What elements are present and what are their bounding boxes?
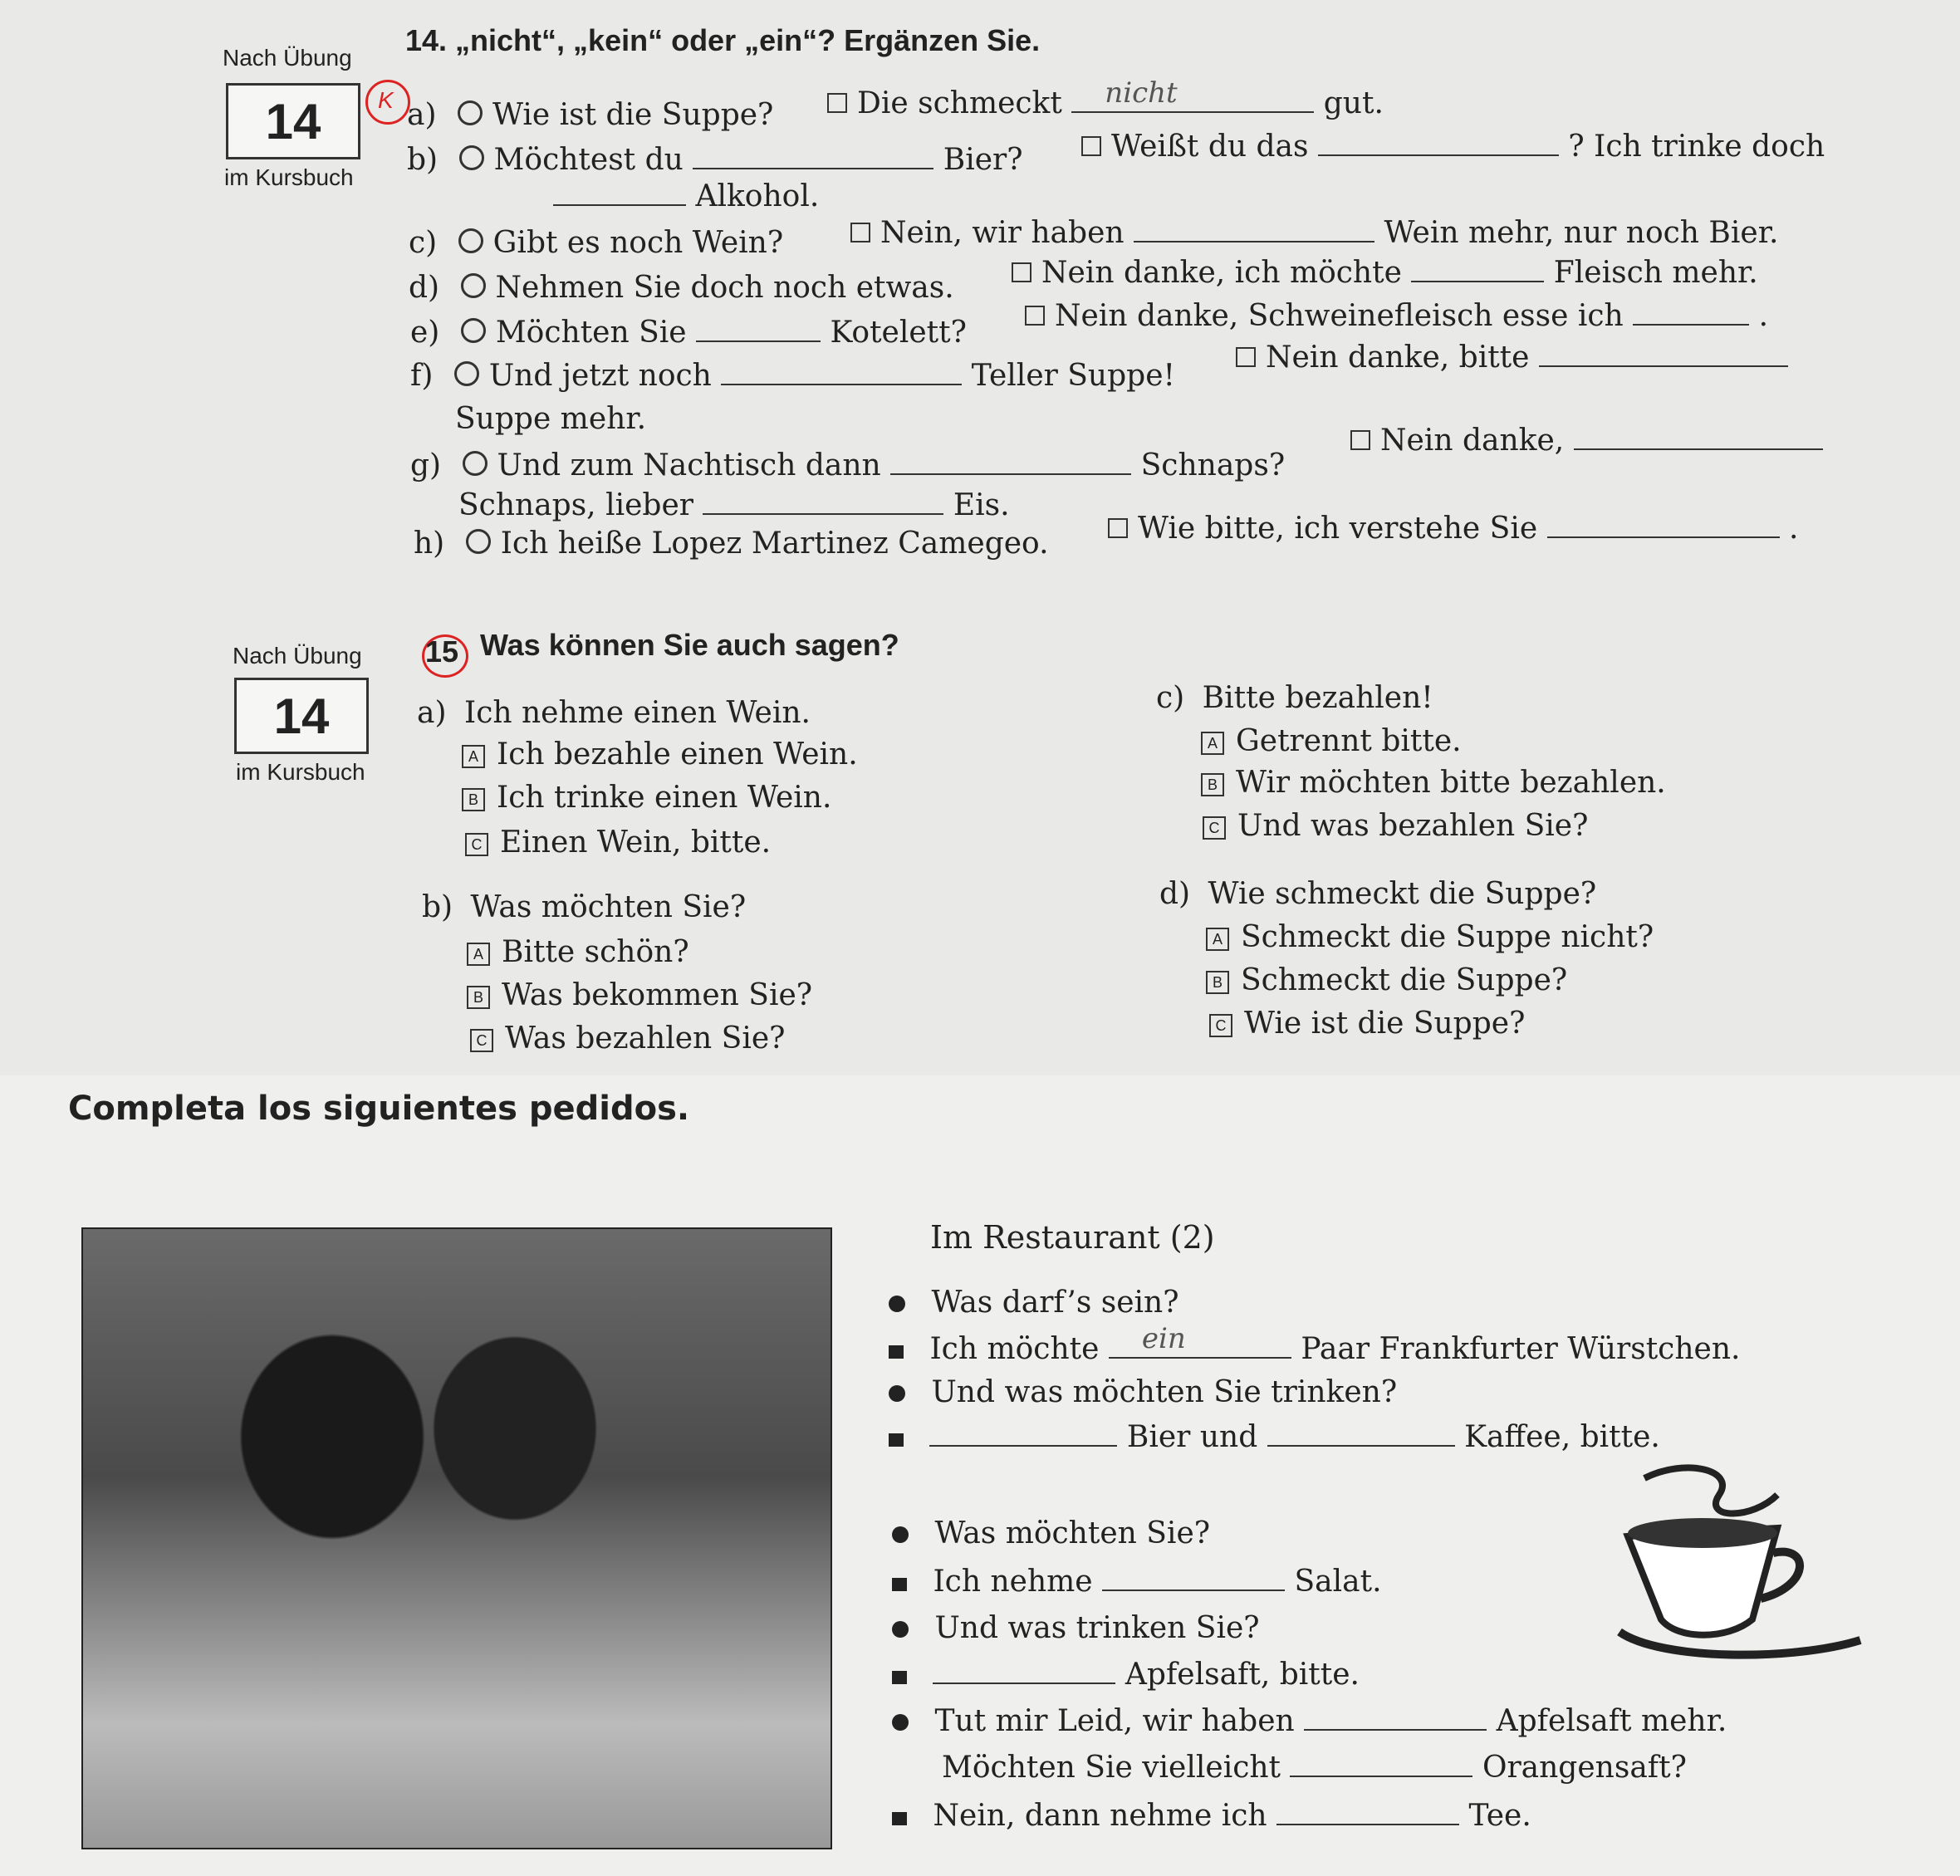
label-e: e) — [410, 316, 440, 350]
guest-bullet-icon — [892, 1578, 907, 1591]
blank-b1[interactable] — [693, 143, 933, 169]
dialog-line-10 — [942, 1751, 1687, 1785]
ex15-c-label: c) — [1156, 681, 1185, 715]
question-e-post: Kotelett? — [830, 316, 967, 350]
ex14-line-a — [407, 98, 773, 132]
letter-box: C — [1209, 1014, 1232, 1037]
label-a: a) — [407, 98, 437, 132]
speaker-square-icon — [850, 223, 870, 242]
guest-bullet-icon — [889, 1433, 904, 1447]
ex14-box-number: 14 — [226, 83, 360, 159]
ex15-d-text: Wie schmeckt die Suppe? — [1208, 877, 1597, 911]
ex15-c-option-a[interactable] — [1201, 724, 1462, 758]
ex15-d-option-c[interactable] — [1209, 1007, 1525, 1041]
line-text: Nein, dann nehme ich — [933, 1799, 1267, 1833]
ex15-b-text: Was möchten Sie? — [470, 890, 747, 924]
blank-h[interactable] — [1547, 512, 1780, 538]
line-text: Paar Frankfurter Würstchen. — [1301, 1332, 1741, 1366]
option-text: Ich bezahle einen Wein. — [497, 737, 858, 771]
ex14-line-d — [409, 271, 954, 305]
line-text: Möchten Sie vielleicht — [942, 1751, 1281, 1785]
ex15-c-text: Bitte bezahlen! — [1202, 681, 1433, 715]
letter-box: C — [470, 1029, 493, 1052]
option-text: Was bekommen Sie? — [502, 978, 813, 1012]
blank-a[interactable] — [1071, 76, 1314, 113]
blank-r4b[interactable] — [1267, 1420, 1455, 1447]
ex14-line-b — [407, 143, 1023, 177]
speaker-circle-icon — [458, 228, 483, 253]
blank-r9[interactable] — [1304, 1704, 1487, 1731]
dialog-line-4 — [889, 1420, 1660, 1454]
answer-d-pre: Nein danke, ich möchte — [1041, 256, 1402, 290]
option-text: Wir möchten bitte bezahlen. — [1236, 766, 1666, 800]
waiter-bullet-icon — [889, 1296, 905, 1312]
fill-r2: ein — [1141, 1322, 1186, 1355]
restaurant-photo — [81, 1227, 832, 1849]
ex14-line-e — [410, 316, 967, 350]
ex14-answer-e — [1025, 299, 1768, 333]
dialog-line-1 — [889, 1286, 1179, 1320]
ex15-b-option-a[interactable] — [467, 935, 689, 969]
completa-heading: Completa los siguientes pedidos. — [68, 1090, 690, 1128]
blank-d[interactable] — [1411, 256, 1544, 282]
speaker-square-icon — [1081, 136, 1101, 156]
ex15-d-label: d) — [1159, 877, 1191, 911]
answer-b-post: ? Ich trinke doch — [1568, 130, 1825, 164]
line-text: Tut mir Leid, wir haben — [934, 1704, 1295, 1738]
speaker-square-icon — [1236, 347, 1256, 367]
ex14-line-f-cont: Suppe mehr. — [455, 402, 647, 436]
guest-bullet-icon — [892, 1671, 907, 1684]
label-c: c) — [409, 226, 438, 260]
answer-h-post: . — [1789, 512, 1799, 546]
answer-c-pre: Nein, wir haben — [880, 216, 1125, 250]
ex14-line-g — [410, 448, 1285, 482]
answer-a-text: Die schmeckt — [857, 86, 1062, 120]
speaker-circle-icon — [459, 145, 484, 170]
label-f: f) — [410, 359, 434, 393]
blank-g3[interactable] — [703, 488, 943, 515]
letter-box: C — [1203, 816, 1226, 840]
ex15-b-option-b[interactable] — [467, 978, 812, 1012]
answer-e-pre: Nein danke, Schweinefleisch esse ich — [1055, 299, 1624, 333]
blank-f1[interactable] — [721, 359, 962, 385]
guest-bullet-icon — [889, 1345, 904, 1359]
ex14-answer-a — [827, 76, 1384, 120]
answer-b-pre: Weißt du das — [1111, 130, 1309, 164]
ex15-c-option-c[interactable] — [1203, 809, 1588, 843]
line-text: Apfelsaft, bitte. — [1125, 1658, 1360, 1692]
ex14-line-g-cont — [458, 488, 1010, 522]
ex15-a-prompt — [417, 696, 811, 730]
question-a: Wie ist die Suppe? — [492, 98, 774, 132]
answer-e-post: . — [1758, 299, 1769, 333]
option-text: Was bezahlen Sie? — [505, 1021, 786, 1056]
label-h: h) — [414, 527, 445, 561]
answer-g-pre: Nein danke, — [1380, 424, 1565, 458]
blank-c[interactable] — [1134, 216, 1374, 242]
ex15-a-option-a[interactable] — [462, 737, 858, 771]
dialog-line-2 — [889, 1322, 1741, 1366]
speaker-square-icon — [1350, 430, 1370, 450]
blank-r10[interactable] — [1290, 1751, 1472, 1777]
g-cont-pre: Schnaps, lieber — [458, 488, 693, 522]
red-mark-circle — [365, 80, 410, 125]
b-continuation: Alkohol. — [695, 179, 820, 213]
ex15-d-option-a[interactable] — [1206, 920, 1654, 954]
letter-box: C — [465, 833, 488, 856]
question-f-post: Teller Suppe! — [971, 359, 1175, 393]
ex15-box-number: 14 — [234, 678, 369, 754]
blank-r2[interactable] — [1109, 1322, 1291, 1359]
ex15-a-option-b[interactable] — [462, 781, 831, 815]
letter-box: B — [1201, 773, 1224, 796]
line-text: Kaffee, bitte. — [1464, 1420, 1660, 1454]
line-text: Bier und — [1126, 1420, 1258, 1454]
blank-r11[interactable] — [1276, 1799, 1459, 1825]
line-text: Was darf’s sein? — [931, 1286, 1179, 1320]
letter-box: A — [1201, 732, 1224, 755]
letter-box: A — [467, 943, 490, 966]
option-text: Getrennt bitte. — [1236, 724, 1462, 758]
ex15-b-label: b) — [422, 890, 453, 924]
ex15-b-option-c[interactable] — [470, 1021, 785, 1056]
option-text: Schmeckt die Suppe nicht? — [1241, 920, 1654, 954]
fill-a: nicht — [1105, 76, 1178, 110]
line-text: Und was möchten Sie trinken? — [931, 1375, 1398, 1409]
speaker-square-icon — [1108, 518, 1128, 538]
option-text: Wie ist die Suppe? — [1244, 1007, 1526, 1041]
dialog-line-7 — [892, 1611, 1260, 1645]
answer-a-post: gut. — [1323, 86, 1384, 120]
blank-g2[interactable] — [1574, 424, 1823, 450]
ex14-title: 14. „nicht“, „kein“ oder „ein“? Ergänzen Sie. — [405, 23, 1041, 57]
letter-box: A — [1206, 928, 1229, 951]
dialog-line-8 — [892, 1658, 1360, 1692]
handwritten-k: K — [378, 87, 394, 113]
ex14-answer-h — [1108, 512, 1799, 546]
letter-box: B — [467, 986, 490, 1009]
line-text: Orangensaft? — [1482, 1751, 1687, 1785]
dialog-line-5 — [892, 1516, 1210, 1550]
dialog-line-6 — [892, 1565, 1382, 1599]
waiter-bullet-icon — [892, 1621, 909, 1638]
blank-f2[interactable] — [1539, 340, 1788, 367]
line-text: Tee. — [1468, 1799, 1531, 1833]
ex14-answer-g — [1350, 424, 1823, 458]
ex14-line-b-cont — [553, 179, 819, 213]
label-g: g) — [410, 448, 442, 482]
option-text: Einen Wein, bitte. — [500, 825, 772, 860]
restaurant-title: Im Restaurant (2) — [930, 1219, 1215, 1256]
ex15-kursbuch: im Kursbuch — [236, 759, 365, 785]
option-text: Und was bezahlen Sie? — [1237, 809, 1589, 843]
answer-c-post: Wein mehr, nur noch Bier. — [1384, 216, 1779, 250]
ex15-tag: Nach Übung — [233, 643, 362, 669]
blank-r4a[interactable] — [929, 1420, 1117, 1447]
ex14-answer-f — [1236, 340, 1788, 375]
speaker-square-icon — [827, 93, 847, 113]
line-text: Ich möchte — [929, 1332, 1100, 1366]
g-cont-post: Eis. — [953, 488, 1010, 522]
ex15-number: 15 — [425, 634, 459, 669]
ex14-tag: Nach Übung — [223, 45, 352, 71]
ex14-answer-b — [1081, 130, 1825, 164]
blank-r6[interactable] — [1102, 1565, 1285, 1591]
answer-f-pre: Nein danke, bitte — [1266, 340, 1530, 375]
speaker-circle-icon — [463, 451, 488, 476]
waiter-bullet-icon — [892, 1714, 909, 1731]
speaker-circle-icon — [466, 529, 491, 554]
question-c: Gibt es noch Wein? — [492, 226, 784, 260]
letter-box: B — [1206, 971, 1229, 994]
label-d: d) — [409, 271, 440, 305]
ex14-answer-d — [1012, 256, 1758, 290]
letter-box: B — [462, 788, 485, 811]
option-text: Schmeckt die Suppe? — [1241, 963, 1568, 997]
option-text: Bitte schön? — [502, 935, 689, 969]
ex14-line-h — [414, 527, 1049, 561]
guest-bullet-icon — [892, 1812, 907, 1825]
question-d: Nehmen Sie doch noch etwas. — [495, 271, 954, 305]
ex14-line-f — [410, 359, 1175, 393]
ex15-title: Was können Sie auch sagen? — [480, 628, 899, 662]
letter-box: A — [462, 745, 485, 768]
speaker-circle-icon — [458, 100, 483, 125]
option-text: Ich trinke einen Wein. — [497, 781, 832, 815]
question-h: Ich heiße Lopez Martinez Camegeo. — [500, 527, 1049, 561]
question-g-post: Schnaps? — [1140, 448, 1286, 482]
waiter-bullet-icon — [889, 1385, 905, 1402]
ex15-b-prompt — [422, 890, 746, 924]
label-b: b) — [407, 143, 439, 177]
line-text: Und was trinken Sie? — [934, 1611, 1260, 1645]
ex15-c-prompt — [1156, 681, 1433, 715]
blank-e1[interactable] — [696, 316, 821, 342]
answer-h-pre: Wie bitte, ich verstehe Sie — [1138, 512, 1538, 546]
blank-r8[interactable] — [933, 1658, 1115, 1684]
ex15-c-option-b[interactable] — [1201, 766, 1666, 800]
waiter-bullet-icon — [892, 1526, 909, 1543]
line-text: Apfelsaft mehr. — [1496, 1704, 1727, 1738]
blank-g1[interactable] — [890, 448, 1131, 475]
ex15-a-option-c[interactable] — [465, 825, 771, 860]
question-e-pre: Möchten Sie — [495, 316, 687, 350]
dialog-line-9 — [892, 1704, 1727, 1738]
answer-d-post: Fleisch mehr. — [1553, 256, 1758, 290]
dialog-line-11 — [892, 1799, 1531, 1833]
blank-b3[interactable] — [553, 179, 686, 206]
speaker-circle-icon — [461, 273, 486, 298]
question-b-post: Bier? — [943, 143, 1023, 177]
ex15-d-prompt — [1159, 877, 1596, 911]
ex15-d-option-b[interactable] — [1206, 963, 1567, 997]
ex15-a-label: a) — [417, 696, 447, 730]
coffee-cup-icon — [1611, 1462, 1877, 1678]
line-text: Was möchten Sie? — [934, 1516, 1211, 1550]
question-g-pre: Und zum Nachtisch dann — [497, 448, 881, 482]
blank-b2[interactable] — [1318, 130, 1559, 156]
speaker-circle-icon — [454, 361, 479, 386]
speaker-square-icon — [1012, 262, 1031, 282]
ex14-answer-c — [850, 216, 1778, 250]
ex14-line-c — [409, 226, 783, 260]
line-text: Ich nehme — [933, 1565, 1093, 1599]
question-f-pre: Und jetzt noch — [488, 359, 712, 393]
ex14-kursbuch: im Kursbuch — [224, 164, 354, 190]
dialog-line-3 — [889, 1375, 1397, 1409]
question-b-pre: Möchtest du — [493, 143, 684, 177]
blank-e2[interactable] — [1633, 299, 1749, 326]
ex15-a-text: Ich nehme einen Wein. — [463, 696, 811, 730]
speaker-square-icon — [1025, 306, 1045, 326]
speaker-circle-icon — [461, 318, 486, 343]
line-text: Salat. — [1294, 1565, 1382, 1599]
